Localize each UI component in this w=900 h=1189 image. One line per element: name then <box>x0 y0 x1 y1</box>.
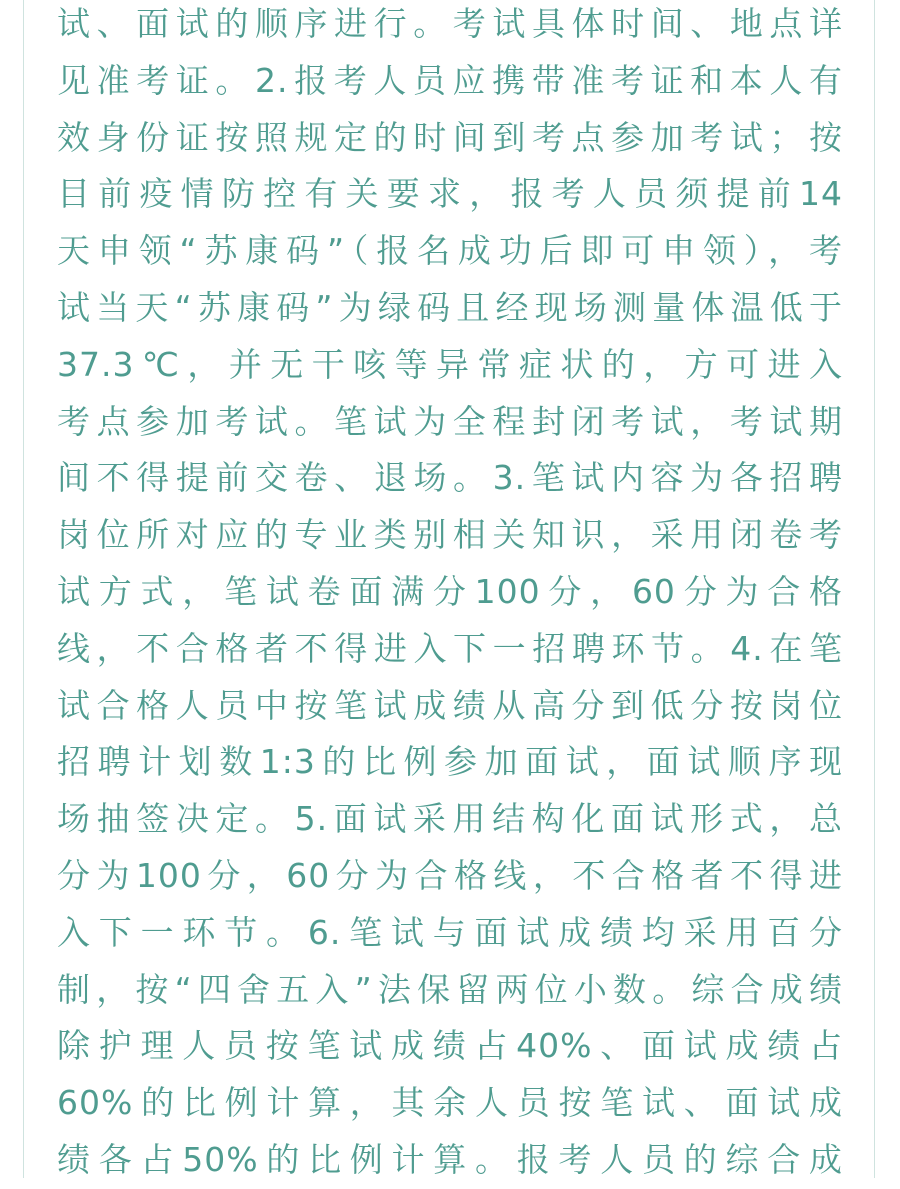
article-line: 绩各占50%的比例计算。报考人员的综合成 <box>57 1139 843 1179</box>
article-line: 试方式，笔试卷面满分100分，60分为合格 <box>57 571 843 611</box>
article-line: 分为100分，60分为合格线，不合格者不得进 <box>57 855 843 895</box>
article-line: 制，按“四舍五入”法保留两位小数。综合成绩 <box>57 969 843 1009</box>
article-line: 除护理人员按笔试成绩占40%、面试成绩占 <box>57 1026 843 1066</box>
article-line: 目前疫情防控有关要求，报考人员须提前14 <box>57 174 843 214</box>
article-line: 试当天“苏康码”为绿码且经现场测量体温低于 <box>57 287 843 327</box>
article-line: 间不得提前交卷、退场。3.笔试内容为各招聘 <box>57 458 843 498</box>
article-line: 天申领“苏康码”（报名成功后即可申领），考 <box>57 231 843 271</box>
article-line: 试合格人员中按笔试成绩从高分到低分按岗位 <box>57 685 843 725</box>
article-line: 线，不合格者不得进入下一招聘环节。4.在笔 <box>57 628 843 668</box>
article-line: 招聘计划数1:3的比例参加面试，面试顺序现 <box>57 742 843 782</box>
article-line: 场抽签决定。5.面试采用结构化面试形式，总 <box>57 799 843 839</box>
article-line: 考点参加考试。笔试为全程封闭考试，考试期 <box>57 401 843 441</box>
article-line: 见准考证。2.报考人员应携带准考证和本人有 <box>57 60 843 100</box>
article-line: 60%的比例计算，其余人员按笔试、面试成 <box>57 1083 843 1123</box>
article-line: 37.3℃，并无干咳等异常症状的，方可进入 <box>57 344 843 384</box>
article-line: 入下一环节。6.笔试与面试成绩均采用百分 <box>57 912 843 952</box>
article-body <box>57 0 843 1189</box>
article-line: 效身份证按照规定的时间到考点参加考试；按 <box>57 117 843 157</box>
article-line: 试、面试的顺序进行。考试具体时间、地点详 <box>57 4 843 43</box>
article-line: 岗位所对应的专业类别相关知识，采用闭卷考 <box>57 515 843 555</box>
